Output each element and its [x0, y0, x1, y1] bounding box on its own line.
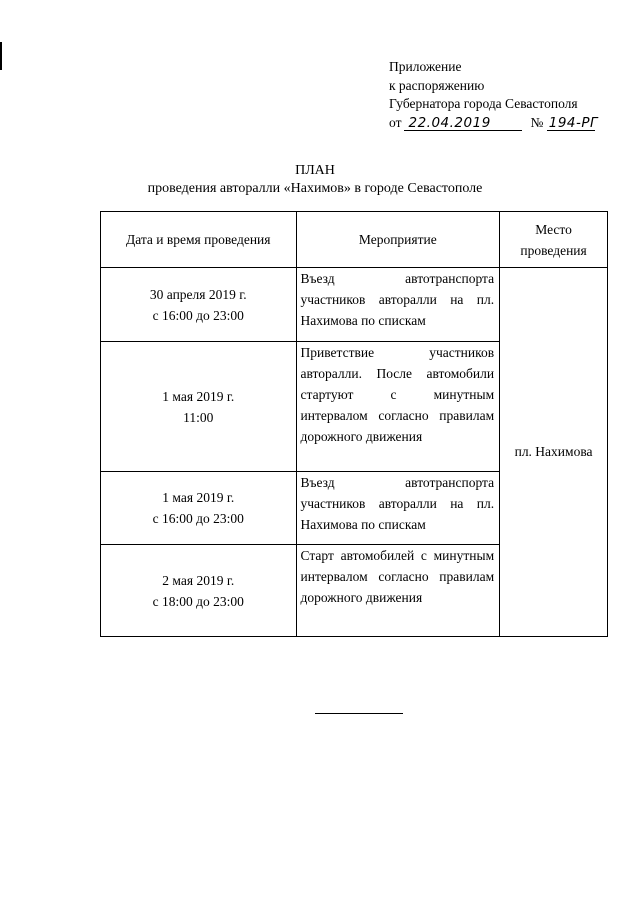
margin-mark: [0, 42, 2, 70]
row-date: 1 мая 2019 г.: [162, 490, 235, 505]
row-date: 2 мая 2019 г.: [162, 572, 235, 588]
number-label: №: [530, 114, 544, 130]
row-event: [296, 268, 500, 342]
appendix-line-2: к распоряжению: [389, 77, 485, 93]
row-date: 1 мая 2019 г.: [162, 388, 235, 404]
row-event: [296, 472, 500, 545]
row-event-text: Старт автомобилей с минутным интервалом согласно правилам дорожного движения: [300, 548, 495, 605]
document-subtitle: проведения авторалли «Нахимов» в городе Севастополе: [147, 181, 483, 196]
header-datetime: Дата и время проведения: [101, 212, 297, 268]
end-divider-line: [315, 713, 403, 714]
row-time: с 18:00 до 23:00: [152, 593, 244, 609]
header-event: Мероприятие: [296, 212, 500, 268]
row-event-text: Въезд автотранспорта участников авторалли на пл. Нахимова по спискам: [300, 475, 495, 532]
from-label: от: [389, 114, 402, 130]
appendix-line-1: Приложение: [389, 59, 462, 74]
row-datetime: [101, 472, 297, 545]
row-event: [296, 545, 500, 637]
header-place: [500, 212, 608, 268]
row-event-text: Приветствие участников авторалли. После автомобили стартуют с минутным интервалом согласно правилам дорожного движения: [300, 345, 495, 444]
table-header-row: [101, 212, 608, 268]
row-datetime: [101, 342, 297, 472]
place-cell: пл. Нахимова: [500, 268, 608, 637]
row-time: 11:00: [183, 409, 214, 425]
row-time: с 16:00 до 23:00: [152, 307, 244, 323]
row-event: [296, 342, 500, 472]
handwritten-date: 22.04.2019: [404, 116, 522, 131]
handwritten-number: 194-РГ: [548, 114, 599, 131]
appendix-date-line: [389, 114, 599, 133]
appendix-block: [389, 58, 599, 132]
row-event-text: Въезд автотранспорта участников авторалли на пл. Нахимова по спискам: [300, 271, 495, 328]
row-datetime: [101, 545, 297, 637]
row-time: с 16:00 до 23:00: [152, 511, 244, 526]
document-title: ПЛАН: [295, 163, 335, 178]
plan-table: [100, 211, 608, 637]
row-datetime: [101, 268, 297, 342]
appendix-line-3: Губернатора города Севастополя: [389, 96, 578, 111]
header-place-line-1: Место: [535, 221, 572, 237]
table-row: [101, 268, 608, 342]
row-date: 30 апреля 2019 г.: [149, 286, 247, 302]
header-place-line-2: проведения: [520, 242, 587, 258]
